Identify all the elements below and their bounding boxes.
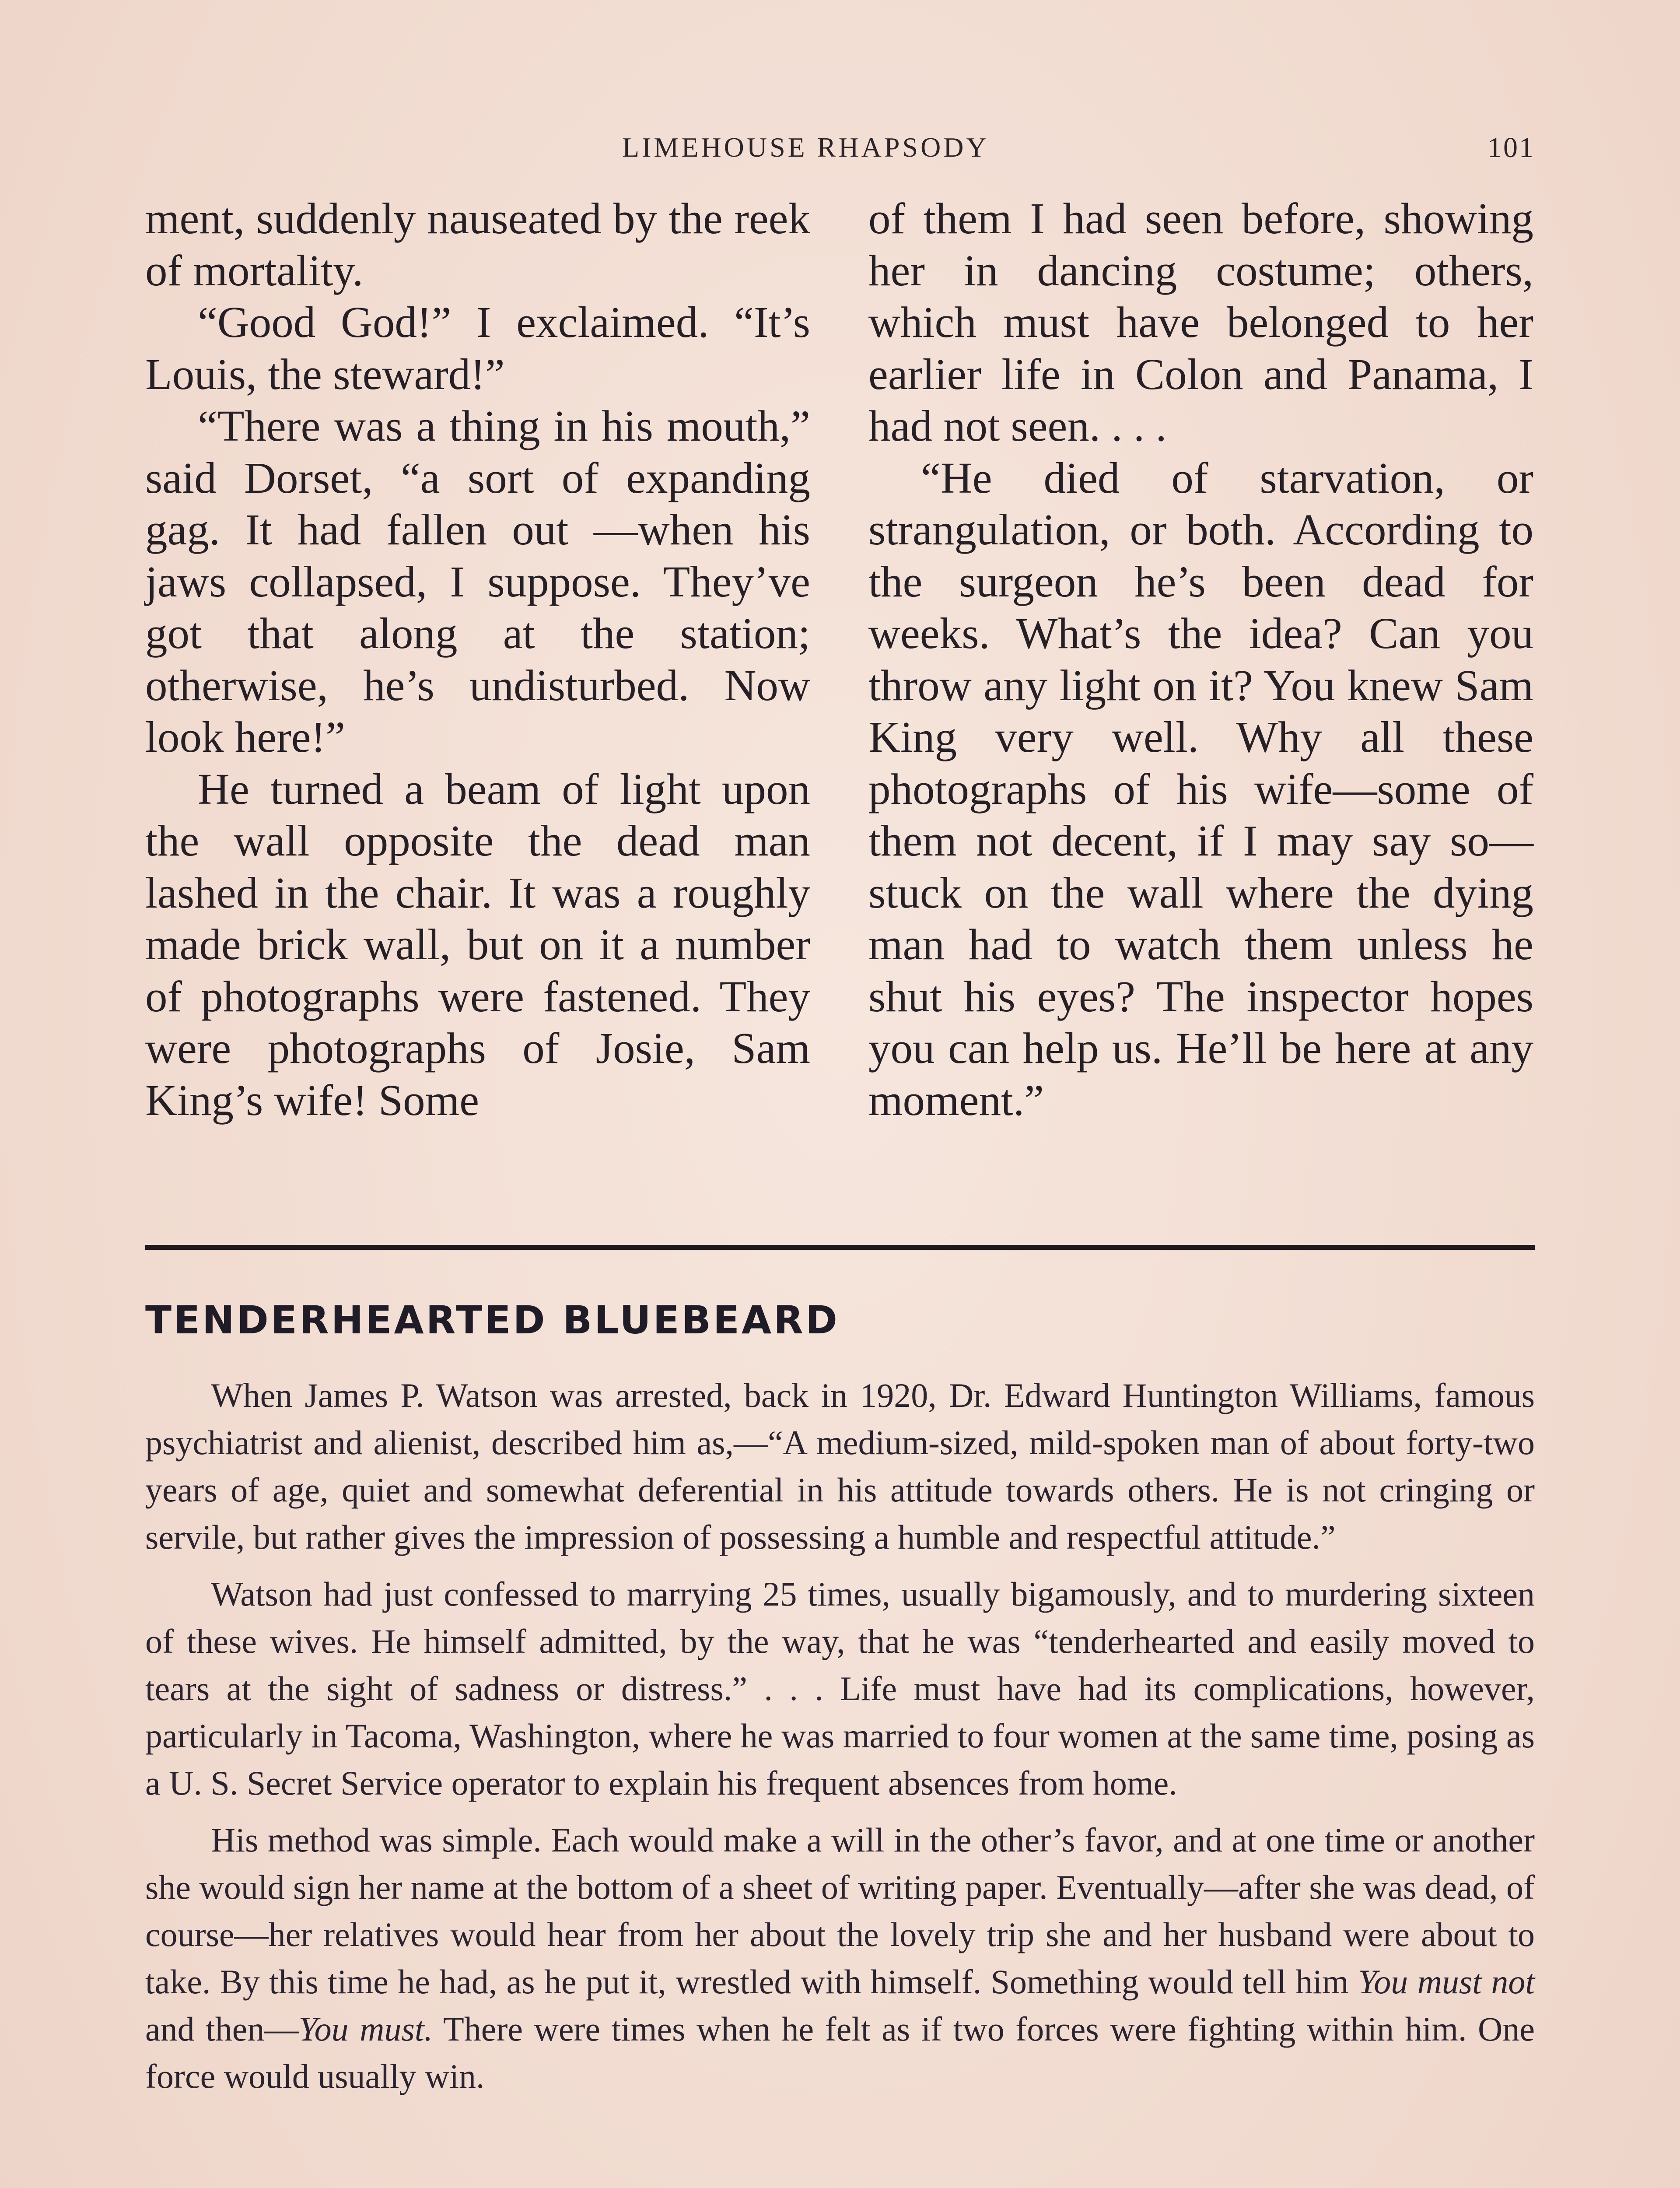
story-paragraph: “He died of starvation, or strangulation, or both. According to the surgeon he’s been dead for weeks. What’s the idea? Can you throw any light on it? You knew Sam King very well. Why all these photographs of his wife—some of them not decent, if I may say so—stuck on the wall where the dying man had to watch them unless he shut his eyes? The inspector hopes you can help us. He’ll be here at any moment.”: [868, 453, 1533, 1125]
filler-paragraph: Watson had just confessed to marrying 25 times, usually bigamously, and to murdering sixteen of these wives. He himself admitted, by the way, that he was “tenderhearted and easily moved to tears at the sight of sadness or distress.” . . . Life must have had its complications, however, particularly in Tacoma, Washington, where he was married to four women at the same time, posing as a U. S. Secret Service operator to explain his frequent absences from home.: [145, 1575, 1535, 1802]
story-paragraph: “There was a thing in his mouth,” said Dorset, “a sort of expanding gag. It had fallen out —when his jaws collapsed, I suppose. They’ve got that along at the station; otherwise, he’s undisturbed. Now look here!”: [145, 401, 810, 761]
running-head: [145, 131, 1535, 166]
story-column-right: [868, 193, 1533, 1126]
section-divider: [145, 1245, 1535, 1250]
filler-paragraph: When James P. Watson was arrested, back in 1920, Dr. Edward Huntington Williams, famous psychiatrist and alienist, described him as,—“A medium-sized, mild-spoken man of about forty-two years of age, quiet and somewhat deferential in his attitude towards others. He is not cringing or servile, but rather gives the impression of possessing a humble and respectful attitude.”: [145, 1376, 1535, 1556]
filler-heading: TENDERHEARTED BLUEBEARD: [145, 1297, 840, 1343]
filler-paragraph-last: [145, 1816, 1535, 2100]
story-paragraph: “Good God!” I exclaimed. “It’s Louis, the steward!”: [145, 298, 810, 399]
story-column-left: [145, 193, 810, 1126]
story-paragraph: of them I had seen before, showing her in dancing costume; others, which must have belonged to her earlier life in Colon and Panama, I had not seen. . . .: [868, 194, 1533, 450]
text-run: and then—: [145, 2010, 299, 2048]
italic-run: You must.: [298, 2010, 433, 2048]
story-paragraph: ment, suddenly nauseated by the reek of mortality.: [145, 194, 810, 295]
italic-run: You must not: [1358, 1963, 1535, 2001]
text-run: There were times when he felt as if two forces were fighting within him. One force would usually win.: [145, 2010, 1535, 2095]
page-number: 101: [1488, 132, 1535, 164]
filler-body: [145, 1372, 1535, 2110]
running-title: LIMEHOUSE RHAPSODY: [622, 132, 989, 163]
text-run: His method was simple. Each would make a will in the other’s favor, and at one time or another she would sign her name at the bottom of a sheet of writing paper. Eventually—after she was dead, of course—her relatives would hear from her about the lovely trip she and her husband were about to take. By this time he had, as he put it, wrestled with himself. Something would tell him: [145, 1821, 1535, 2001]
story-paragraph: He turned a beam of light upon the wall opposite the dead man lashed in the chair. It was a roughly made brick wall, but on it a number of photographs were fastened. They were photographs of Josie, Sam King’s wife! Some: [145, 764, 810, 1125]
